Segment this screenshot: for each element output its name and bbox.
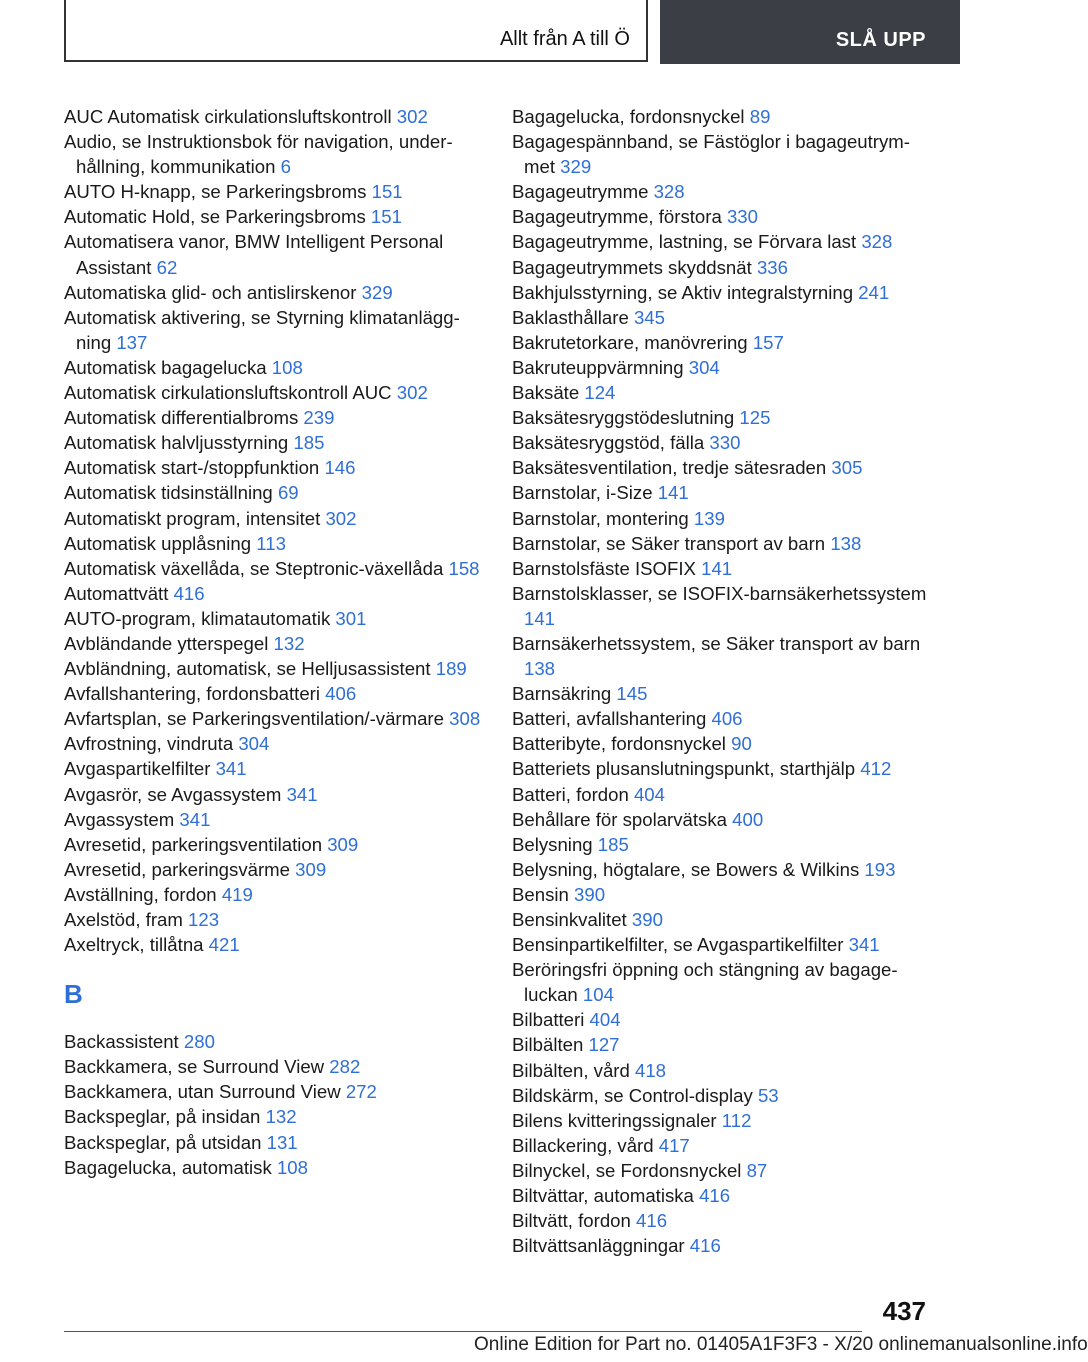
index-column-left [64,104,484,1180]
index-entry-page-link[interactable]: 89 [749,106,771,127]
index-entry [512,1032,932,1057]
index-entry-term: Beröringsfri öppning och stängning av bagageluckan [512,959,898,1006]
index-entry-page-link[interactable]: 304 [238,733,270,755]
index-entry [64,229,484,279]
index-entry [512,280,932,305]
index-entry-term: Barnstolar, i-Size [512,482,653,504]
index-entry-page-link[interactable]: 108 [276,1156,308,1178]
index-entry [512,204,932,229]
index-entry-term: Avställning, fordon [64,883,217,905]
index-entry [512,1083,932,1108]
index-entry-page-link[interactable]: 302 [396,382,428,404]
index-entry-page-link[interactable]: 127 [588,1034,620,1056]
index-entry-term: Bagagelucka, fordonsnyckel [512,106,745,127]
index-entry-page-link[interactable]: 280 [183,1031,215,1053]
index-entry-term: Bakrutetorkare, manövrering [512,331,748,353]
index-entry-page-link[interactable]: 308 [449,708,481,730]
index-list-b [64,1029,484,1180]
index-entry-page-link[interactable]: 69 [277,482,299,504]
index-entry-page-link[interactable]: 328 [861,231,893,253]
index-entry-page-link[interactable]: 404 [589,1009,621,1031]
index-entry-page-link[interactable]: 416 [636,1210,668,1232]
index-entry-term: Baklasthållare [512,306,629,328]
index-entry-page-link[interactable]: 336 [756,256,788,278]
index-entry-page-link[interactable]: 345 [633,306,665,328]
index-entry [512,1233,932,1258]
index-entry-page-link[interactable]: 301 [335,607,367,629]
index-entry-term: Barnstolsklasser, se ISOFIX-barnsäkerhetssystem [512,582,927,604]
index-entry-term: Backkamera, utan Surround View [64,1081,341,1103]
index-entry-term: Baksätesryggstöd, fälla [512,432,705,454]
index-entry-term: Avresetid, parkeringsvärme [64,858,290,880]
index-entry [64,405,484,430]
footer-divider [64,1331,862,1332]
index-entry [512,179,932,204]
index-entry-term: Batteri, fordon [512,783,629,805]
index-entry [512,305,932,330]
index-entry-page-link[interactable]: 145 [616,683,648,705]
index-entry [512,405,932,430]
index-entry [512,1183,932,1208]
index-entry [512,330,932,355]
index-entry-term: Backspeglar, på insidan [64,1106,261,1128]
index-entry [64,1029,484,1054]
index-entry [512,480,932,505]
index-entry-term: Bensin [512,883,569,905]
top-navigation [64,0,960,64]
index-entry-term: Batteribyte, fordonsnyckel [512,733,726,755]
index-entry-page-link[interactable]: 302 [325,507,357,529]
index-entry-term: Automatisera vanor, BMW Intelligent Personal Assistant [64,231,444,278]
index-entry [64,882,484,907]
index-entry-term: Bilens kvitteringssignaler [512,1109,717,1131]
index-entry-page-link[interactable]: 193 [864,858,896,880]
index-entry-term: Avresetid, parkeringsventilation [64,833,323,855]
index-entry-page-link[interactable]: 406 [711,708,743,730]
index-entry [64,581,484,606]
index-entry [64,832,484,857]
index-entry-page-link[interactable]: 139 [693,507,725,529]
index-entry-page-link[interactable]: 390 [631,909,663,930]
index-entry-page-link[interactable]: 125 [739,407,771,429]
index-entry-term: AUTO H-knapp, se Parkeringsbroms [64,181,367,203]
index-entry-page-link[interactable]: 406 [325,683,357,705]
index-entry-term: Baksätesryggstödeslutning [512,407,735,429]
index-entry [512,581,932,631]
index-entry-page-link[interactable]: 112 [721,1109,752,1131]
index-entry-page-link[interactable]: 282 [329,1056,361,1078]
index-entry-page-link[interactable]: 141 [524,607,556,629]
index-entry-page-link[interactable]: 185 [293,432,325,454]
index-entry [64,455,484,480]
index-entry [512,731,932,756]
index-entry-term: Avgasrör, se Avgassystem [64,783,282,805]
index-entry [512,832,932,857]
index-entry [512,1158,932,1183]
index-list-b-continued [512,104,932,1258]
index-entry-page-link[interactable]: 108 [271,356,303,378]
index-entry [512,531,932,556]
index-entry-term: Bakruteuppvärmning [512,356,684,378]
index-entry-term: Automatiska glid- och antislirskenor [64,281,357,303]
index-entry-page-link[interactable]: 341 [179,808,211,830]
index-entry [512,706,932,731]
index-entry-term: Avfartsplan, se Parkeringsventilation/-värmare [64,708,444,730]
index-entry-page-link[interactable]: 304 [688,356,720,378]
index-entry [512,1108,932,1133]
index-entry-term: AUC Automatisk cirkulationsluftskontroll [64,106,392,127]
index-entry-page-link[interactable]: 416 [173,582,205,604]
index-entry-term: Barnsäkring [512,683,612,705]
index-entry [64,1079,484,1104]
index-entry-term: Barnstolar, montering [512,507,689,529]
index-entry-term: Bagageutrymme, förstora [512,206,722,228]
index-entry-term: Avbländning, automatisk, se Helljusassistent [64,658,431,680]
index-entry-page-link[interactable]: 309 [295,858,327,880]
index-entry [512,229,932,254]
index-entry-term: Barnstolsfäste ISOFIX [512,557,696,579]
index-entry [64,179,484,204]
tab-lookup[interactable] [660,0,960,64]
index-entry-term: Barnstolar, se Säker transport av barn [512,532,826,554]
index-entry [64,204,484,229]
index-entry-term: Audio, se Instruktionsbok för navigation, underhållning, kommunikation [64,131,453,178]
index-entry [64,480,484,505]
index-entry-term: Biltvättar, automatiska [512,1185,694,1207]
index-entry-page-link[interactable]: 132 [265,1106,297,1128]
index-entry-term: Bilnyckel, se Fordonsnyckel [512,1159,742,1181]
index-entry [64,430,484,455]
index-entry [512,430,932,455]
index-entry-term: Batteri, avfallshantering [512,708,707,730]
index-entry-term: Bilbatteri [512,1009,585,1031]
index-entry-term: Avgassystem [64,808,175,830]
section-letter: B [64,979,83,1010]
index-entry [512,380,932,405]
index-entry-page-link[interactable]: 189 [435,658,467,680]
index-entry [512,1133,932,1158]
index-entry-term: Bakhjulsstyrning, se Aktiv integralstyrning [512,281,854,303]
index-entry-term: Automatisk upplåsning [64,532,252,554]
index-entry-term: Biltvätt, fordon [512,1210,631,1232]
index-entry-term: Bilbälten, vård [512,1059,630,1081]
index-entry-page-link[interactable]: 157 [752,331,784,353]
index-entry [64,857,484,882]
index-entry-term: Automatisk bagagelucka [64,356,267,378]
index-entry-term: Avgaspartikelfilter [64,758,211,780]
index-entry [512,857,932,882]
index-entry [64,506,484,531]
index-entry-term: Bensinpartikelfilter, se Avgaspartikelfilter [512,934,844,956]
index-entry-term: Bagagelucka, automatisk [64,1156,272,1178]
index-entry-page-link[interactable]: 412 [860,758,892,780]
index-entry-term: Automatic Hold, se Parkeringsbroms [64,206,366,228]
index-entry [64,907,484,932]
index-entry-page-link[interactable]: 241 [858,281,890,303]
index-entry-term: Belysning [512,833,593,855]
index-entry-page-link[interactable]: 151 [371,181,403,203]
index-entry-page-link[interactable]: 419 [221,883,253,905]
index-entry [512,681,932,706]
index-entry-term: Axeltryck, tillåtna [64,934,204,956]
index-entry [64,756,484,781]
index-entry [64,104,484,129]
index-entry [512,506,932,531]
index-entry-term: Bagageutrymme, lastning, se Förvara last [512,231,857,253]
index-entry [512,882,932,907]
index-entry-term: Bagageutrymmets skyddsnät [512,256,752,278]
index-entry-page-link[interactable]: 239 [303,407,335,429]
index-entry [512,556,932,581]
index-entry-page-link[interactable]: 404 [633,783,665,805]
index-entry-term: Axelstöd, fram [64,909,183,930]
tab-index-a-to-o[interactable] [64,0,648,62]
index-entry-page-link[interactable]: 309 [327,833,359,855]
index-entry-page-link[interactable]: 87 [746,1159,768,1181]
index-entry-term: Baksätesventilation, tredje sätesraden [512,457,827,479]
index-entry-page-link[interactable]: 416 [699,1185,731,1207]
index-entry [64,129,484,179]
index-entry [512,782,932,807]
index-entry-page-link[interactable]: 62 [156,256,178,278]
index-entry [512,631,932,681]
index-entry [64,731,484,756]
index-entry [512,807,932,832]
page-number: 437 [882,1296,926,1326]
index-entry-page-link[interactable]: 138 [830,532,862,554]
index-entry-page-link[interactable]: 90 [731,733,752,755]
index-entry-term: Automatisk start-/stoppfunktion [64,457,320,479]
index-entry-term: Avfallshantering, fordonsbatteri [64,683,320,705]
index-entry [64,631,484,656]
index-entry-page-link[interactable]: 341 [286,783,318,805]
index-entry [512,907,932,932]
index-entry [512,1208,932,1233]
index-entry-page-link[interactable]: 53 [757,1084,779,1106]
footer-text: Online Edition for Part no. 01405A1F3F3 - X/20 onlinemanualsonline.info [474,1334,1088,1355]
index-entry [512,932,932,957]
index-entry [512,756,932,781]
index-entry [64,355,484,380]
index-entry-term: Automatiskt program, intensitet [64,507,321,529]
index-entry-page-link[interactable]: 341 [215,758,247,780]
index-entry-page-link[interactable]: 330 [726,206,758,228]
index-entry-page-link[interactable]: 151 [370,206,402,228]
index-entry [64,280,484,305]
index-entry [64,1054,484,1079]
index-entry-term: Barnsäkerhetssystem, se Säker transport av barn [512,632,921,654]
index-entry-term: Automatisk tidsinställning [64,482,273,504]
index-entry-term: Backassistent [64,1031,179,1053]
index-entry [512,355,932,380]
index-entry-page-link[interactable]: 302 [396,106,428,127]
index-list-a [64,104,484,957]
index-entry [64,706,484,731]
index-entry-term: Backkamera, se Surround View [64,1056,325,1078]
index-entry-page-link[interactable]: 390 [574,883,606,905]
index-entry-term: AUTO-program, klimatautomatik [64,607,331,629]
index-entry-term: Behållare för spolarvätska [512,808,727,830]
index-entry-page-link[interactable]: 123 [188,909,220,930]
index-entry-page-link[interactable]: 330 [709,432,741,454]
index-entry-page-link[interactable]: 158 [448,557,480,579]
tab-index-label: Allt från A till Ö [499,28,630,50]
index-entry [512,104,932,129]
index-entry-page-link[interactable]: 328 [653,181,685,203]
index-entry [64,556,484,581]
index-entry-page-link[interactable]: 141 [657,482,689,504]
index-entry-term: Bildskärm, se Control-display [512,1084,753,1106]
index-entry [512,129,932,179]
index-entry-term: Bagageutrymme [512,181,649,203]
index-entry [512,1058,932,1083]
index-entry [512,1007,932,1032]
index-entry-term: Automatisk växellåda, se Steptronic-växellåda [64,557,444,579]
index-entry [512,957,932,1007]
index-entry-page-link[interactable]: 137 [116,331,148,353]
index-entry-page-link[interactable]: 400 [732,808,764,830]
index-entry [64,380,484,405]
index-entry-term: Avbländande ytterspegel [64,632,269,654]
index-entry-term: Belysning, högtalare, se Bowers & Wilkins [512,858,860,880]
index-entry [64,1104,484,1129]
index-entry-page-link[interactable]: 141 [701,557,733,579]
index-entry-page-link[interactable]: 272 [345,1081,377,1103]
index-entry-term: Automatisk cirkulationsluftskontroll AUC [64,382,392,404]
index-entry-term: Batteriets plusanslutningspunkt, starthjälp [512,758,856,780]
index-entry-page-link[interactable]: 146 [324,457,356,479]
index-entry-page-link[interactable]: 421 [208,934,240,956]
index-entry-page-link[interactable]: 104 [582,984,614,1006]
index-entry-page-link[interactable]: 329 [361,281,393,303]
index-entry-term: Billackering, vård [512,1134,654,1156]
index-entry-page-link[interactable]: 6 [280,156,291,178]
tab-lookup-label: SLÅ UPP [835,29,926,51]
index-entry-page-link[interactable]: 138 [524,658,556,680]
index-entry-page-link[interactable]: 417 [658,1134,690,1156]
index-entry [512,255,932,280]
index-column-right [512,104,932,1258]
index-entry-term: Bagagespännband, se Fästöglor i bagageutrymmet [512,131,910,178]
index-entry-term: Biltvättsanläggningar [512,1235,685,1257]
index-entry-page-link[interactable]: 132 [273,632,305,654]
index-entry [64,807,484,832]
index-entry-page-link[interactable]: 185 [597,833,629,855]
index-entry [64,1155,484,1180]
index-entry-term: Bilbälten [512,1034,584,1056]
index-entry-term: Backspeglar, på utsidan [64,1131,262,1153]
index-entry-page-link[interactable]: 329 [560,156,592,178]
index-entry [512,455,932,480]
index-entry-term: Avfrostning, vindruta [64,733,234,755]
index-entry-page-link[interactable]: 416 [689,1235,721,1257]
index-entry [64,681,484,706]
index-entry-term: Automatisk halvljusstyrning [64,432,289,454]
index-entry [64,782,484,807]
index-entry-page-link[interactable]: 131 [266,1131,298,1153]
index-entry-term: Baksäte [512,382,580,404]
index-entry-page-link[interactable]: 418 [635,1059,667,1081]
index-entry-page-link[interactable]: 341 [848,934,880,956]
index-entry-term: Automattvätt [64,582,169,604]
index-entry-page-link[interactable]: 124 [584,382,616,404]
index-entry [64,932,484,957]
index-entry-term: Automatisk differentialbroms [64,407,299,429]
index-entry [64,531,484,556]
index-entry [64,305,484,355]
index-entry [64,606,484,631]
index-entry [64,1130,484,1155]
index-entry [64,656,484,681]
index-entry-page-link[interactable]: 305 [831,457,863,479]
index-entry-page-link[interactable]: 113 [256,532,286,554]
index-entry-term: Automatisk aktivering, se Styrning klimatanläggning [64,306,460,353]
index-entry-term: Bensinkvalitet [512,909,627,930]
